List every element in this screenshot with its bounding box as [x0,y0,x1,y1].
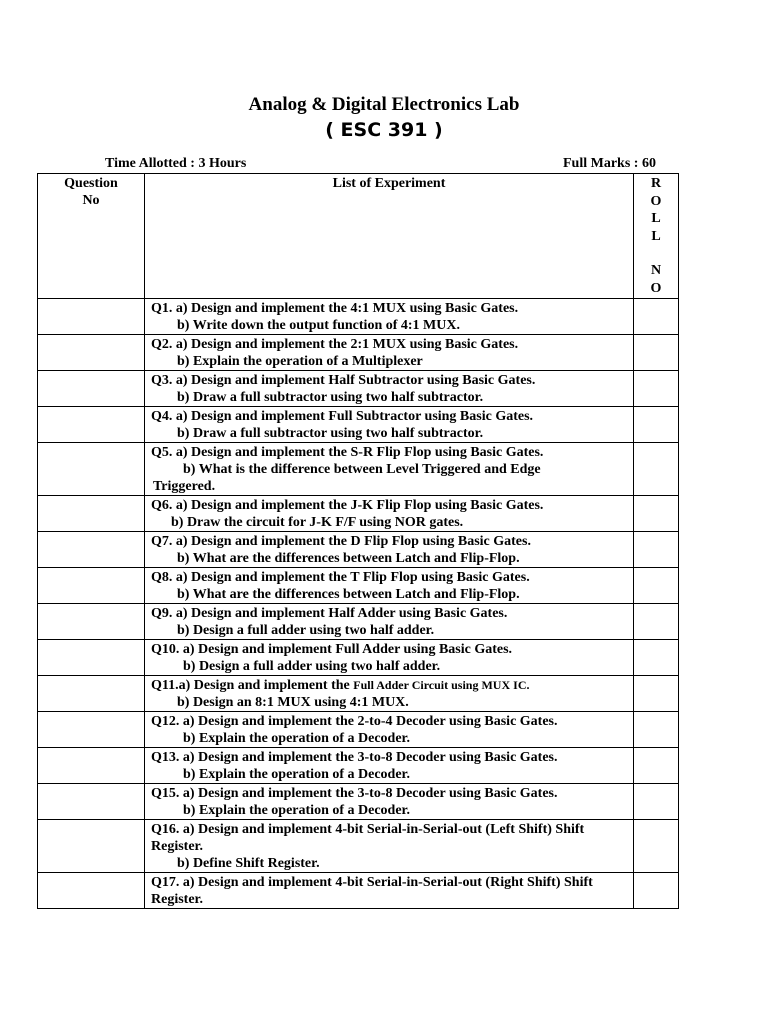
question-no-cell [38,820,145,873]
experiment-cell [145,604,634,640]
experiment-cell [145,371,634,407]
table-row [38,371,679,407]
part-b-text: b) Define Shift Register. [177,856,320,871]
question-no-cell [38,299,145,335]
part-b-text: b) What are the differences between Latch and Flip-Flop. [177,551,520,566]
document-title: Analog & Digital Electronics Lab [248,94,520,115]
roll-no-cell [634,748,679,784]
part-b-text: b) Design a full adder using two half adder. [183,659,441,674]
part-a-text: Q12. a) Design and implement the 2-to-4 Decoder using Basic Gates. [151,714,558,729]
question-no-cell [38,407,145,443]
time-allotted: Time Allotted : 3 Hours [105,156,247,171]
part-b-text: b) Design a full adder using two half adder. [177,623,435,638]
part-a-text: Q5. a) Design and implement the S-R Flip Flop using Basic Gates. [151,445,544,460]
part-a-small: Full Adder Circuit using MUX IC. [353,678,530,692]
table-row [38,676,679,712]
table-row [38,712,679,748]
roll-no-cell [634,407,679,443]
experiment-cell [145,873,634,909]
roll-no-cell [634,676,679,712]
table-row [38,568,679,604]
question-no-cell [38,568,145,604]
experiment-cell [145,335,634,371]
experiment-cell [145,496,634,532]
experiment-cell [145,784,634,820]
roll-no-cell [634,568,679,604]
question-no-cell [38,748,145,784]
part-b-text: b) Design an 8:1 MUX using 4:1 MUX. [177,695,409,710]
roll-letter: L [651,228,661,244]
question-no-header [38,174,145,299]
table-header-row [38,174,679,299]
question-no-cell [38,604,145,640]
experiment-cell [145,407,634,443]
question-no-cell [38,784,145,820]
full-marks: Full Marks : 60 [563,156,656,171]
part-b-text: b) Explain the operation of a Decoder. [183,731,410,746]
table-row [38,784,679,820]
table-row [38,335,679,371]
part-b-continuation: Triggered. [153,479,216,494]
experiment-cell [145,712,634,748]
part-a-text: Q8. a) Design and implement the T Flip Flop using Basic Gates. [151,570,530,585]
question-no-cell [38,676,145,712]
roll-letter: N [650,263,662,278]
roll-no-cell [634,299,679,335]
roll-no-cell [634,820,679,873]
table-row [38,443,679,496]
part-a-text: Q10. a) Design and implement Full Adder using Basic Gates. [151,642,513,657]
part-a-text: Q13. a) Design and implement the 3-to-8 Decoder using Basic Gates. [151,750,558,765]
part-a-continuation: Register. [151,839,203,854]
part-a-text: Q7. a) Design and implement the D Flip Flop using Basic Gates. [151,534,531,549]
experiment-cell [145,443,634,496]
table-row [38,407,679,443]
question-no-cell [38,371,145,407]
part-b-text: b) What is the difference between Level Triggered and Edge [183,462,541,477]
part-b-text: b) Explain the operation of a Multiplexer [177,354,423,369]
question-header-line2: No [82,193,100,208]
question-no-cell [38,873,145,909]
question-no-cell [38,443,145,496]
table-row [38,640,679,676]
part-b-text: b) Write down the output function of 4:1 MUX. [177,318,460,333]
roll-no-cell [634,443,679,496]
roll-no-cell [634,784,679,820]
question-no-cell [38,496,145,532]
part-a-continuation: Register. [151,892,203,907]
roll-no-cell [634,604,679,640]
part-a-text: Q3. a) Design and implement Half Subtractor using Basic Gates. [151,373,536,388]
experiment-cell [145,820,634,873]
table-row [38,299,679,335]
roll-no-cell [634,496,679,532]
roll-no-cell [634,873,679,909]
experiment-cell [145,532,634,568]
course-code: ( ESC 391 ) [325,119,443,141]
roll-no-cell [634,371,679,407]
part-b-text: b) Draw a full subtractor using two half subtractor. [177,390,484,405]
roll-no-cell [634,640,679,676]
part-a-text: Q17. a) Design and implement 4-bit Serial-in-Serial-out (Right Shift) Shift [151,875,593,890]
roll-letter: R [650,176,662,191]
part-a-text: Q4. a) Design and implement Full Subtractor using Basic Gates. [151,409,534,424]
roll-letter: O [650,280,662,296]
experiment-cell [145,299,634,335]
experiment-cell [145,640,634,676]
part-b-text: b) What are the differences between Latch and Flip-Flop. [177,587,520,602]
part-b-text: b) Explain the operation of a Decoder. [183,767,410,782]
roll-no-cell [634,532,679,568]
part-b-text: b) Draw the circuit for J-K F/F using NOR gates. [171,515,464,530]
question-no-cell [38,335,145,371]
roll-no-cell [634,335,679,371]
table-row [38,748,679,784]
table-row [38,532,679,568]
part-b-text: b) Explain the operation of a Decoder. [183,803,410,818]
table-row [38,496,679,532]
roll-letter: L [651,211,661,226]
part-a-text: Q16. a) Design and implement 4-bit Serial-in-Serial-out (Left Shift) Shift [151,822,585,837]
roll-no-header [634,174,679,299]
question-no-cell [38,712,145,748]
part-a-text: Q15. a) Design and implement the 3-to-8 Decoder using Basic Gates. [151,786,558,801]
part-a-text: Q2. a) Design and implement the 2:1 MUX using Basic Gates. [151,337,519,352]
experiment-table [37,173,679,909]
part-a-main: Q11.a) Design and implement the [151,678,350,693]
part-a-text: Q6. a) Design and implement the J-K Flip Flop using Basic Gates. [151,498,544,513]
question-header-line1: Question [64,176,118,191]
experiment-cell [145,676,634,712]
roll-letter: O [650,193,662,209]
roll-no-cell [634,712,679,748]
experiment-cell [145,748,634,784]
table-row [38,873,679,909]
question-no-cell [38,532,145,568]
part-a-text: Q1. a) Design and implement the 4:1 MUX using Basic Gates. [151,301,519,316]
list-of-experiment-header: List of Experiment [145,174,634,299]
part-b-text: b) Draw a full subtractor using two half subtractor. [177,426,484,441]
experiment-cell [145,568,634,604]
table-row [38,604,679,640]
table-row [38,820,679,873]
part-a-text: Q9. a) Design and implement Half Adder using Basic Gates. [151,606,508,621]
question-no-cell [38,640,145,676]
part-a-text [151,677,629,694]
